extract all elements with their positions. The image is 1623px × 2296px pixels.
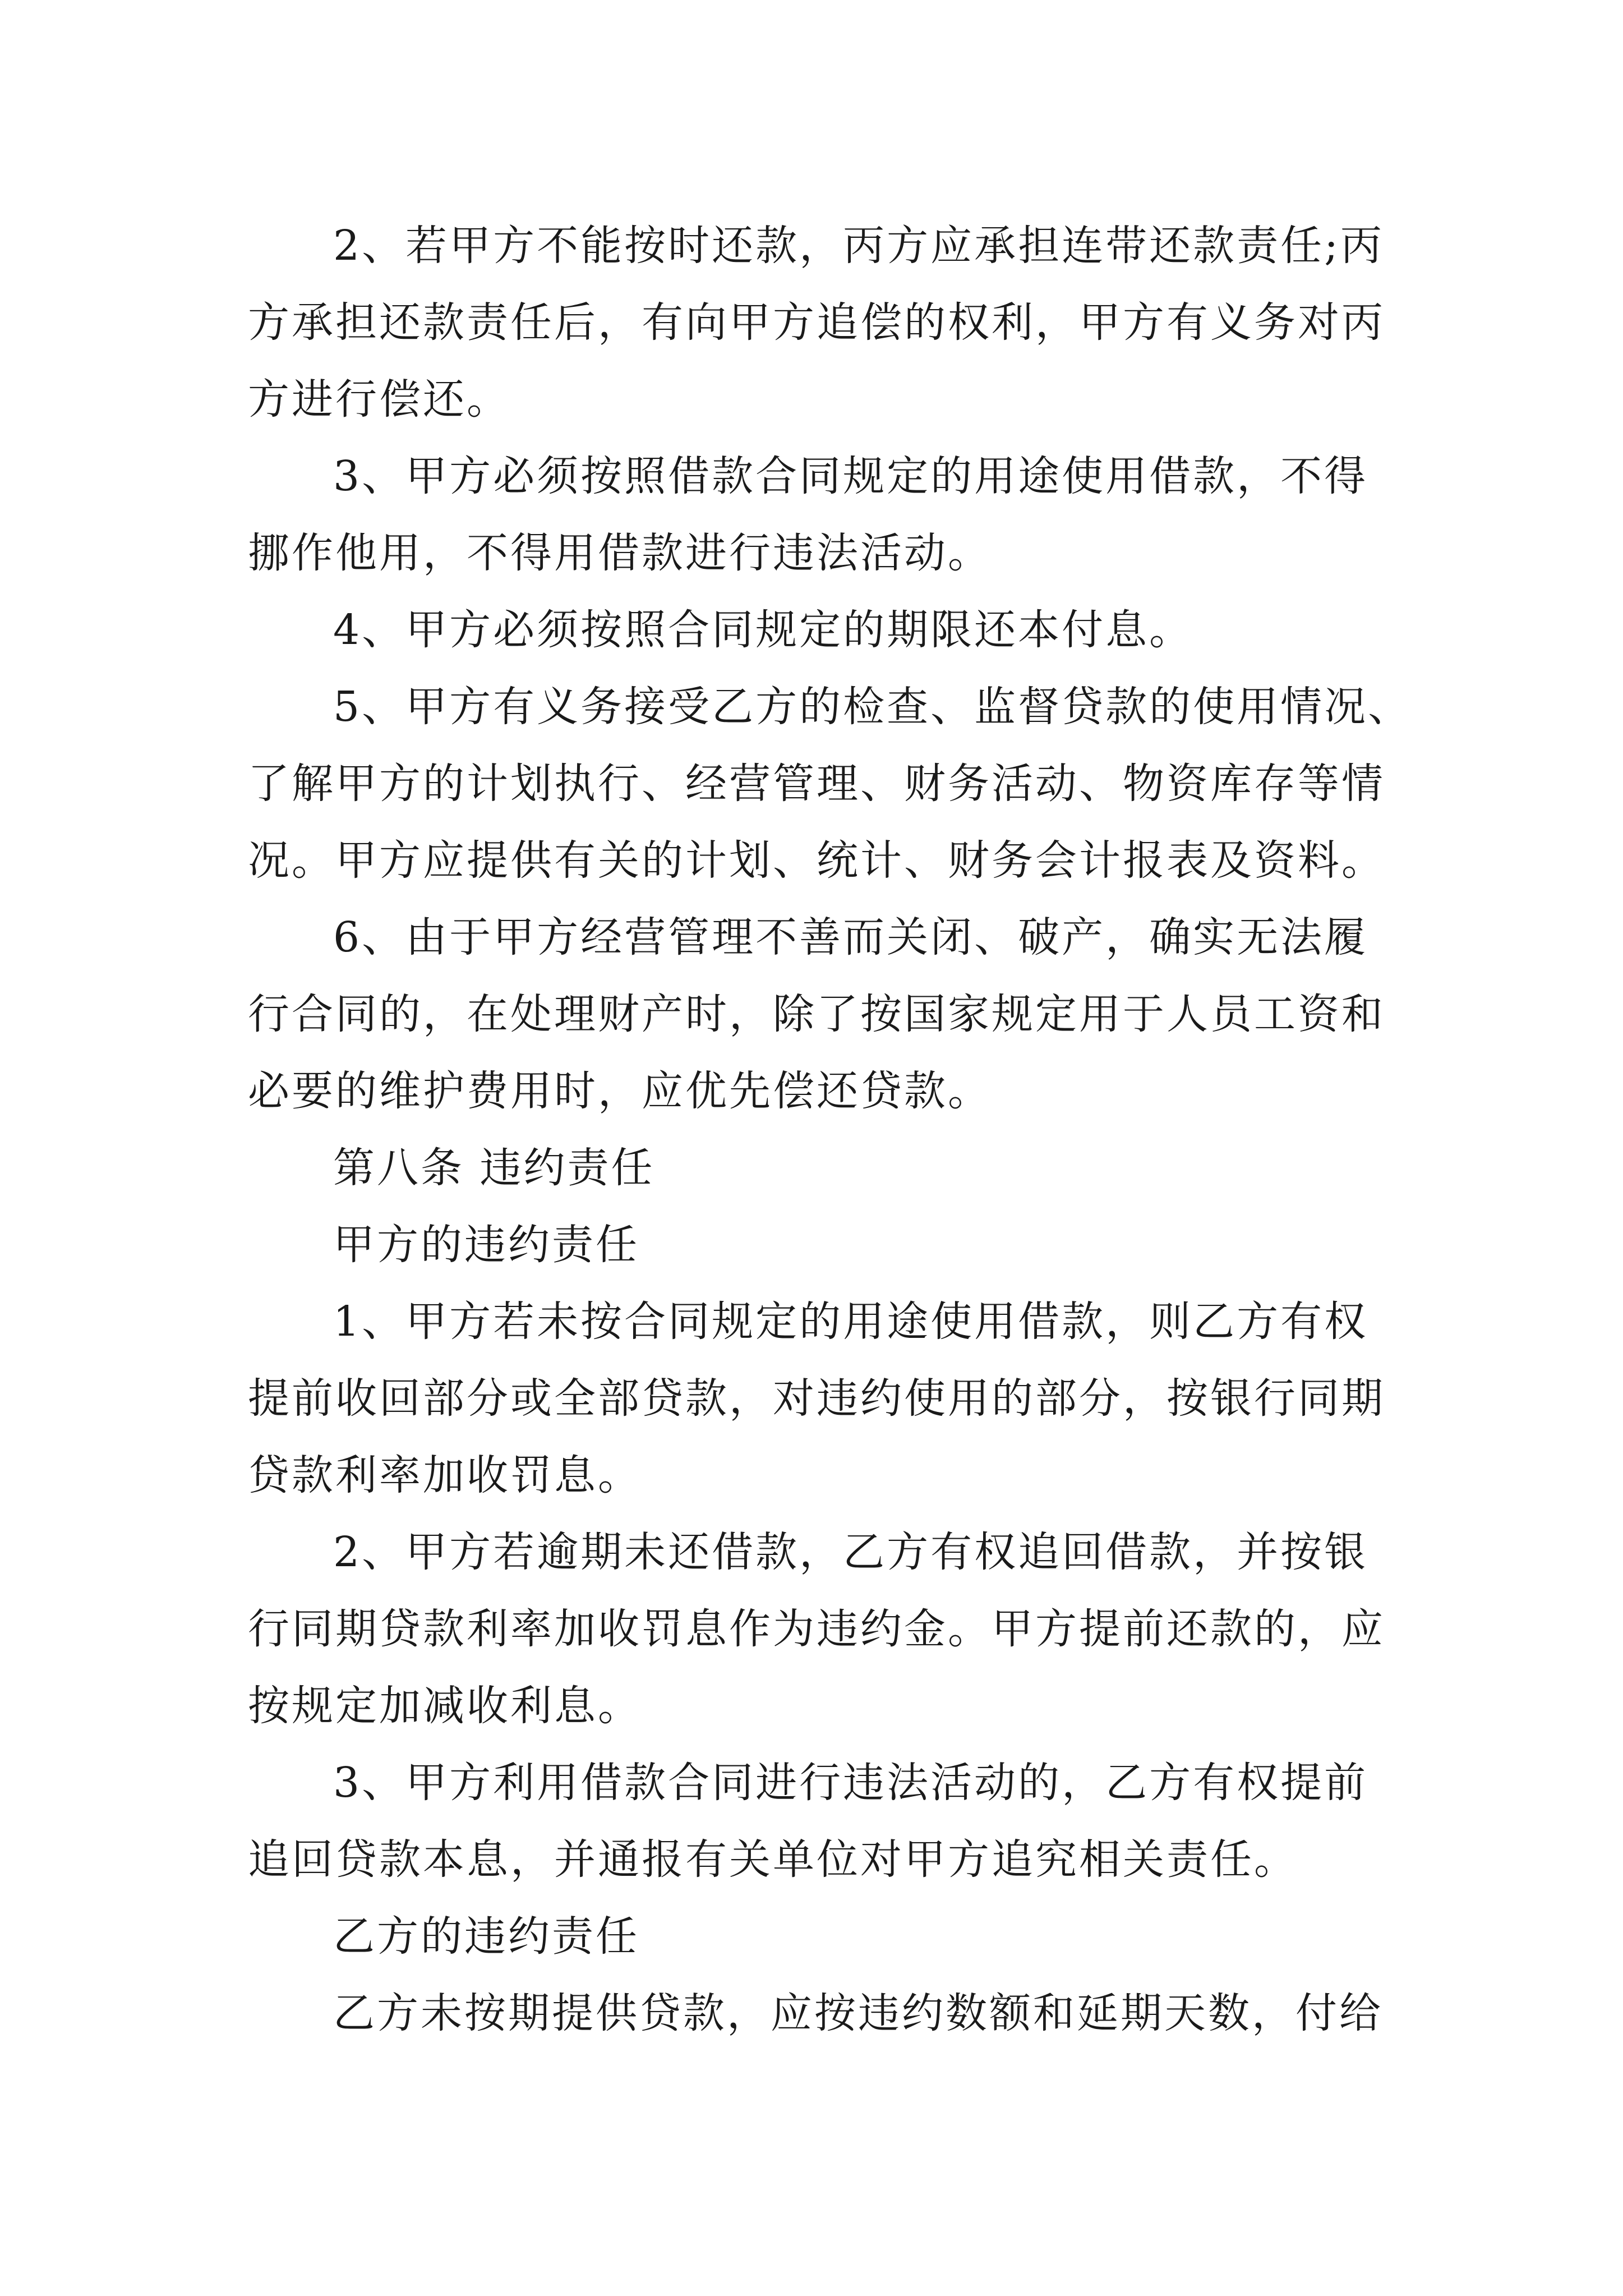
text-line: 追回贷款本息，并通报有关单位对甲方追究相关责任。 bbox=[248, 1835, 1298, 1884]
text-line: 提前收回部分或全部贷款，对违约使用的部分，按银行同期 bbox=[248, 1374, 1385, 1423]
text-line: 3、甲方利用借款合同进行违法活动的，乙方有权提前 bbox=[333, 1759, 1368, 1807]
document-body bbox=[248, 208, 1412, 2052]
subsection-heading: 甲方的违约责任 bbox=[333, 1221, 639, 1269]
text-line: 方承担还款责任后，有向甲方追偿的权利，甲方有义务对丙 bbox=[248, 298, 1385, 347]
text-line: 5、甲方有义务接受乙方的检查、监督贷款的使用情况、 bbox=[333, 683, 1412, 731]
text-line: 方进行偿还。 bbox=[248, 375, 510, 424]
text-line: 况。甲方应提供有关的计划、统计、财务会计报表及资料。 bbox=[248, 836, 1385, 885]
text-line: 4、甲方必须按照合同规定的期限还本付息。 bbox=[333, 606, 1193, 654]
text-line: 3、甲方必须按照借款合同规定的用途使用借款，不得 bbox=[333, 452, 1368, 500]
text-line: 乙方未按期提供贷款，应按违约数额和延期天数，付给 bbox=[333, 1989, 1383, 2037]
text-line: 6、由于甲方经营管理不善而关闭、破产，确实无法履 bbox=[333, 913, 1368, 961]
section-heading: 第八条 违约责任 bbox=[333, 1144, 655, 1192]
text-line: 2、甲方若逾期未还借款，乙方有权追回借款，并按银 bbox=[333, 1528, 1368, 1576]
text-line: 了解甲方的计划执行、经营管理、财务活动、物资库存等情 bbox=[248, 760, 1385, 808]
text-line: 挪作他用，不得用借款进行违法活动。 bbox=[248, 529, 992, 577]
text-line: 按规定加减收利息。 bbox=[248, 1682, 642, 1730]
text-line: 2、若甲方不能按时还款，丙方应承担连带还款责任;丙 bbox=[333, 222, 1385, 270]
text-line: 行同期贷款利率加收罚息作为违约金。甲方提前还款的，应 bbox=[248, 1605, 1385, 1653]
text-line: 1、甲方若未按合同规定的用途使用借款，则乙方有权 bbox=[333, 1297, 1368, 1346]
text-line: 行合同的，在处理财产时，除了按国家规定用于人员工资和 bbox=[248, 990, 1385, 1038]
text-line: 贷款利率加收罚息。 bbox=[248, 1451, 642, 1499]
text-line: 必要的维护费用时，应优先偿还贷款。 bbox=[248, 1067, 992, 1115]
subsection-heading: 乙方的违约责任 bbox=[333, 1912, 639, 1961]
